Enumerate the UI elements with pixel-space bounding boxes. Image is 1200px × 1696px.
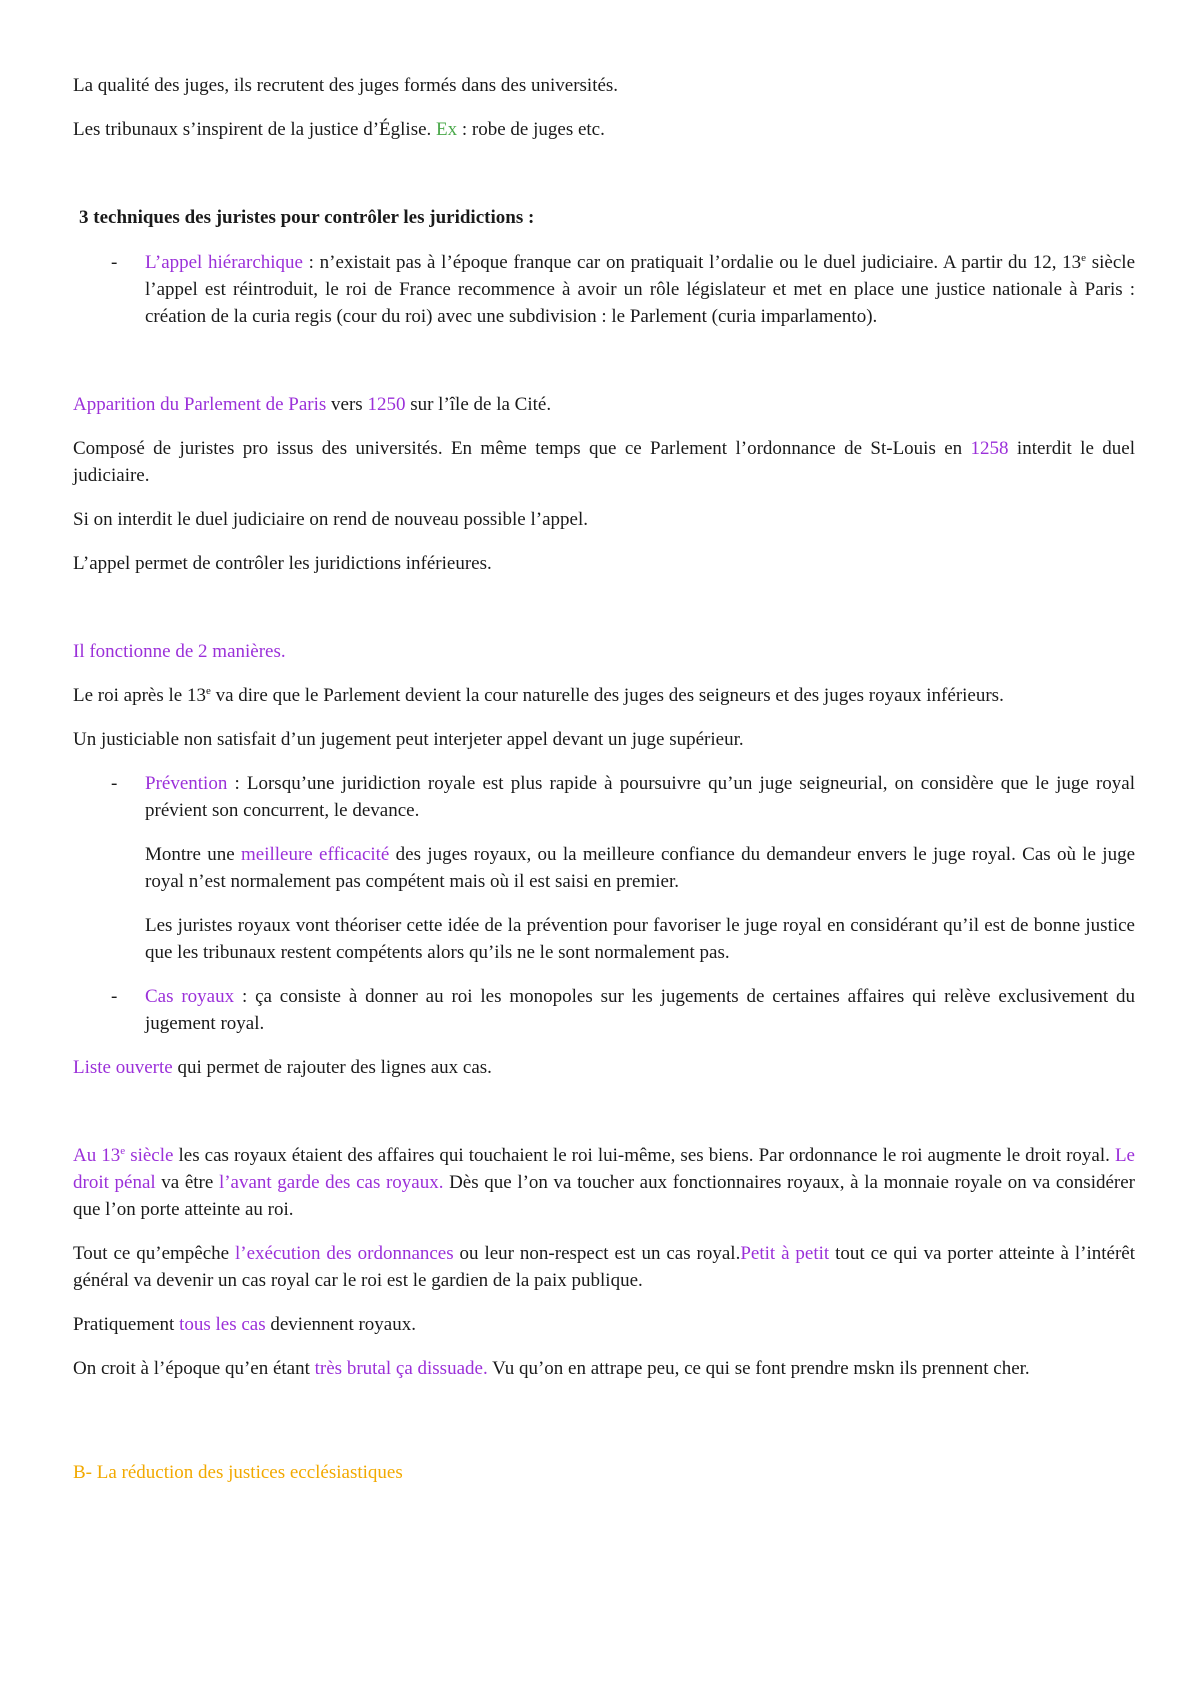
paragraph-execution-ordonnances: [73, 1240, 1135, 1294]
example-label: Ex: [436, 119, 458, 140]
text: Vu qu’on en attrape peu, ce qui se font prendre mskn ils prennent cher.: [487, 1358, 1030, 1379]
text: Les tribunaux s’inspirent de la justice d’Église.: [73, 119, 437, 140]
term-petit-a-petit: Petit à petit: [740, 1243, 830, 1264]
text: des juges royaux, ou la meilleure confiance du demandeur envers le juge royal. Cas où le juge royal n’est normalement pas compétent mais où il est saisi en premier.: [145, 844, 1135, 892]
superscript: e: [205, 685, 211, 697]
paragraph-13e-siecle: [73, 1142, 1135, 1223]
term-avant-garde: l’avant garde des cas royaux.: [218, 1172, 444, 1193]
paragraph-tribunaux: [73, 116, 1135, 143]
term-siecle: siècle: [125, 1145, 174, 1166]
term-au-13e: Au 13: [73, 1145, 121, 1166]
bullet-dash: -: [111, 252, 118, 273]
paragraph-appel-controle: L’appel permet de contrôler les juridictions inférieures.: [73, 553, 492, 574]
text: : ça consiste à donner au roi les monopoles sur les jugements de certaines affaires qui relève exclusivement du jugement royal.: [145, 986, 1136, 1034]
text: qui permet de rajouter des lignes aux cas.: [172, 1057, 492, 1078]
text: On croit à l’époque qu’en étant: [73, 1358, 315, 1379]
text: : robe de juges etc.: [457, 119, 605, 140]
paragraph-liste-ouverte: [73, 1054, 1135, 1081]
text: : n’existait pas à l’époque franque car on pratiquait l’ordalie ou le duel judiciaire. A partir du 12, 13: [302, 252, 1082, 273]
paragraph-apparition-parlement: [73, 391, 1135, 418]
paragraph-roi-parlement: [73, 682, 1135, 709]
text: La qualité des juges, ils recrutent des juges formés dans des universités.: [73, 75, 619, 96]
term-apparition: Apparition du Parlement de Paris: [73, 394, 327, 415]
text: Composé de juristes pro issus des universités. En même temps que ce Parlement l’ordonnance de St-Louis en: [73, 438, 971, 459]
text: Tout ce qu’empêche: [73, 1243, 235, 1264]
list-item-appel: [73, 249, 1135, 330]
paragraph-fonctionne: Il fonctionne de 2 manières.: [73, 641, 286, 662]
list-item-cas-royaux: [73, 983, 1135, 1037]
paragraph-juristes-royaux: Les juristes royaux vont théoriser cette idée de la prévention pour favoriser le juge royal en considérant qu’il est de bonne justice que les tribunaux restent compétents alors qu’ils ne le sont normalement pas.: [145, 915, 1135, 963]
text: tout ce qui va porter atteinte à l’intérêt général va devenir un cas royal car le roi est le gardien de la paix publique.: [73, 1243, 1135, 1291]
text: Montre une: [145, 844, 241, 865]
term-tous-les-cas: tous les cas: [179, 1314, 266, 1335]
section-heading-techniques: 3 techniques des juristes pour contrôler les juridictions :: [79, 207, 535, 228]
superscript: e: [120, 1145, 126, 1157]
superscript: e: [1081, 252, 1087, 264]
term-execution: l’exécution des ordonnances: [235, 1243, 454, 1264]
paragraph-justiciable: Un justiciable non satisfait d’un jugement peut interjeter appel devant un juge supérieur.: [73, 729, 744, 750]
paragraph-efficacite: [73, 841, 1135, 895]
text: Le roi après le 13: [73, 685, 206, 706]
paragraph-compose-juristes: [73, 435, 1135, 489]
term-appel-hierarchique: L’appel hiérarchique: [145, 252, 303, 273]
text: va être: [155, 1172, 219, 1193]
text: : Lorsqu’une juridiction royale est plus rapide à poursuivre qu’un juge seigneurial, on considère que le juge royal prévient son concurrent, le devance.: [145, 773, 1135, 821]
document-body: [73, 72, 1135, 1503]
paragraph-juges-qualite: [73, 72, 1135, 99]
text: sur l’île de la Cité.: [405, 394, 552, 415]
term-meilleure-efficacite: meilleure efficacité: [241, 844, 390, 865]
text: va dire que le Parlement devient la cour naturelle des juges des seigneurs et des juges royaux inférieurs.: [210, 685, 1004, 706]
text: deviennent royaux.: [265, 1314, 416, 1335]
term-prevention: Prévention: [145, 773, 228, 794]
paragraph-duel: Si on interdit le duel judiciaire on rend de nouveau possible l’appel.: [73, 509, 588, 530]
paragraph-pratiquement: [73, 1311, 1135, 1338]
term-tres-brutal: très brutal ça dissuade.: [314, 1358, 488, 1379]
bullet-dash: -: [111, 986, 118, 1007]
paragraph-brutal: [73, 1355, 1135, 1382]
section-heading-b: B- La réduction des justices ecclésiastiques: [73, 1462, 403, 1483]
text: vers: [326, 394, 368, 415]
year-1258: 1258: [970, 438, 1009, 459]
text: interdit le duel judiciaire.: [73, 438, 1135, 486]
term-cas-royaux: Cas royaux: [145, 986, 235, 1007]
term-liste-ouverte: Liste ouverte: [73, 1057, 173, 1078]
bullet-dash: -: [111, 773, 118, 794]
text: Pratiquement: [73, 1314, 180, 1335]
text: les cas royaux étaient des affaires qui touchaient le roi lui-même, ses biens. Par ordonnance le roi augmente le droit royal.: [173, 1145, 1115, 1166]
term-droit-penal: Le droit pénal: [73, 1145, 1135, 1193]
text: siècle l’appel est réintroduit, le roi de France recommence à avoir un rôle législateur et met en place une justice nationale à Paris : création de la curia regis (cour du roi) avec une subdivision : le Parlement (curia imparlamento).: [145, 252, 1136, 327]
year-1250: 1250: [367, 394, 406, 415]
list-item-prevention: [73, 770, 1135, 824]
text: Dès que l’on va toucher aux fonctionnaires royaux, à la monnaie royale on va considérer que l’on porte atteinte au roi.: [73, 1172, 1136, 1220]
text: ou leur non-respect est un cas royal.: [453, 1243, 741, 1264]
